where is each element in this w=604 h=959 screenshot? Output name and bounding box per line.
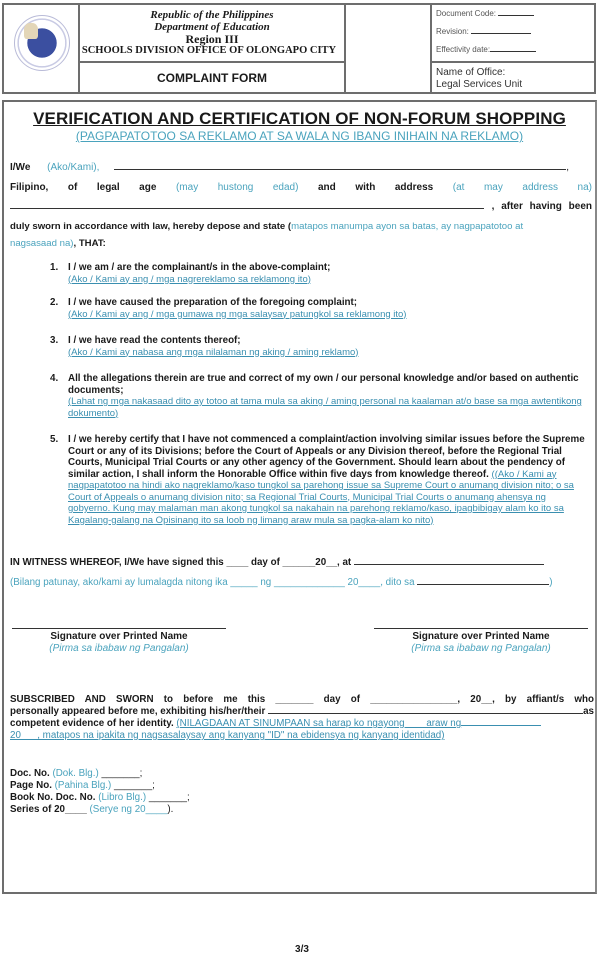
address-line bbox=[10, 201, 592, 213]
form-header bbox=[2, 3, 596, 94]
notarial-field[interactable]: _______; bbox=[148, 792, 190, 803]
jurat-line-4 bbox=[10, 730, 594, 742]
iwe-label: I/We bbox=[10, 162, 31, 173]
sworn-text: duly sworn in accordance with law, hereby depose and state ( bbox=[10, 221, 292, 232]
notarial-tl: (Pahina Blg.) bbox=[54, 780, 112, 791]
document-subtitle: (PAGPAPATOTOO SA REKLAMO AT SA WALA NG IBANG INIHAIN NA REKLAMO) bbox=[75, 129, 524, 143]
identity-field[interactable] bbox=[268, 713, 583, 714]
iwe-tl: (Ako/Kami), bbox=[47, 162, 100, 173]
office-value: Legal Services Unit bbox=[436, 79, 523, 90]
list-item bbox=[50, 373, 590, 419]
item-tl: (Lahat ng mga nakasaad dito ay totoo at tama mula sa aking / aming personal na kaalaman at/o base sa mga awtentikong dokumento) bbox=[68, 396, 582, 419]
list-item bbox=[50, 335, 590, 358]
signature-tl: (Pirma sa ibabaw ng Pangalan) bbox=[49, 643, 189, 654]
iwe-line: I/We (Ako/Kami), , bbox=[10, 162, 569, 173]
jurat-line-3 bbox=[10, 718, 594, 730]
notarial-book-no bbox=[10, 792, 190, 804]
witness-tl-end: ) bbox=[549, 577, 553, 588]
notarial-label: Book No. Doc. No. bbox=[10, 792, 96, 803]
item-number: 2. bbox=[50, 297, 59, 308]
item-number: 1. bbox=[50, 262, 59, 273]
name-field[interactable] bbox=[114, 169, 566, 170]
item-number: 5. bbox=[50, 434, 59, 445]
item-tl: ((Ako / Kami ay nagpapatotoo na hindi ako nagreklamo/kaso tungkol sa parehong issue sa Supreme Court o anumang division nito; o sa Court of Appeals o anumang division nito; sa Regional Trial Courts, Municipal Trial Courts o anumang ahensya ng gobyerno. Kung may malaman man akong tungkol sa nakahain na parehong reklamo/kaso, ipagbibigay alam ko ito sa Kagalang-galang na Opisinang ito sa loob ng limang araw mula sa pagka-alam ko nito) bbox=[68, 468, 574, 526]
jurat-line-2 bbox=[10, 706, 594, 718]
witness-line bbox=[10, 557, 590, 569]
notarial-tl: (Dok. Blg.) bbox=[52, 768, 99, 779]
document-code-field[interactable] bbox=[498, 15, 534, 16]
address-tl: (at may address na) bbox=[452, 182, 592, 193]
region-label: Region III bbox=[185, 32, 239, 46]
deped-seal-icon bbox=[14, 15, 70, 71]
witness-tl-place-field[interactable] bbox=[417, 584, 549, 585]
that-tl: nagsasaad na) bbox=[10, 238, 74, 249]
after-having-text: , after having been bbox=[491, 201, 592, 212]
jurat-as-text: as bbox=[583, 706, 594, 717]
document-info-cell bbox=[432, 5, 594, 92]
notarial-tl: (Libro Blg.) bbox=[98, 792, 147, 803]
witness-text: IN WITNESS WHEREOF, I/We have signed this ____ day of ______20__, at bbox=[10, 557, 352, 568]
witness-tl: (Bilang patunay, ako/kami ay lumalagda nitong ika _____ ng _____________ 20____, dito sa bbox=[10, 577, 415, 588]
item-tl: (Ako / Kami ay nabasa ang mga nilalaman ng aking / aming reklamo) bbox=[68, 346, 359, 358]
notarial-series bbox=[10, 804, 173, 816]
list-item bbox=[50, 297, 590, 320]
revision-field[interactable] bbox=[471, 33, 531, 34]
item-tl: (Ako / Kami ay ang / mga nagrereklamo sa reklamong ito) bbox=[68, 273, 311, 285]
sworn-line bbox=[10, 221, 594, 233]
list-item bbox=[50, 434, 590, 526]
signature-block-right bbox=[374, 628, 588, 655]
item-text: I / we am / are the complainant/s in the above-complaint; bbox=[68, 262, 331, 273]
item-number: 4. bbox=[50, 373, 59, 384]
that-line bbox=[10, 238, 106, 250]
effectivity-label: Effectivity date: bbox=[436, 45, 491, 54]
legal-age-text: Filipino, of legal age bbox=[10, 182, 157, 193]
notarial-field[interactable]: _______; bbox=[114, 780, 155, 791]
signature-line[interactable] bbox=[12, 628, 226, 629]
witness-place-field[interactable] bbox=[354, 564, 544, 565]
logo-cell bbox=[4, 5, 80, 92]
division-label: SCHOOLS DIVISION OFFICE OF OLONGAPO CITY bbox=[81, 45, 337, 56]
item-text: I / we have caused the preparation of the foregoing complaint; bbox=[68, 297, 358, 308]
document-title: VERIFICATION AND CERTIFICATION OF NON-FORUM SHOPPING bbox=[33, 109, 566, 128]
item-text: I / we have read the contents thereof; bbox=[68, 335, 241, 346]
that-text: , THAT: bbox=[73, 238, 106, 249]
witness-tl-line bbox=[10, 577, 594, 589]
item-text: I / we hereby certify that I have not commenced a complaint/action involving similar issues before the Supreme Court or any of its Divisions; before the Court of Appeals or any Division thereof, before the Regional Trial Courts, Municipal Trial Courts or any other agency of the Government. Should learn about the pendency of similar action, I shall inform the Honorable Office within five days from knowledge thereof. bbox=[68, 434, 585, 480]
item-tl: (Ako / Kami ay ang / mga gumawa ng mga salaysay patungkol sa reklamong ito) bbox=[68, 308, 407, 320]
republic-label: Republic of the Philippines bbox=[150, 9, 274, 21]
effectivity-field[interactable] bbox=[490, 51, 536, 52]
notarial-tl: (Serye ng 20____ bbox=[89, 804, 168, 815]
filipino-line bbox=[10, 182, 592, 194]
notarial-field[interactable]: _______; bbox=[101, 768, 143, 779]
blank-cell bbox=[346, 5, 432, 92]
sworn-tl: matapos manumpa ayon sa batas, ay nagpapatotoo at bbox=[291, 221, 524, 232]
revision-label: Revision: bbox=[436, 27, 469, 36]
address-field[interactable] bbox=[10, 208, 484, 209]
seal-figure-icon bbox=[24, 23, 38, 39]
notarial-label: Page No. bbox=[10, 780, 52, 791]
form-title: COMPLAINT FORM bbox=[157, 70, 267, 85]
jurat-line-1: SUBSCRIBED AND SWORN to before me this _______ day of ________________, 20__, by affiant/s who bbox=[10, 694, 594, 705]
list-item bbox=[50, 262, 590, 285]
notarial-label: Doc. No. bbox=[10, 768, 50, 779]
notarial-end: ). bbox=[167, 804, 174, 815]
jurat-exhibiting-text: personally appeared before me, exhibiting his/her/their bbox=[10, 706, 266, 717]
signature-tl: (Pirma sa ibabaw ng Pangalan) bbox=[411, 643, 551, 654]
jurat-tl-1: (NILAGDAAN AT SINUMPAAN sa harap ko ngayong araw ng bbox=[176, 718, 462, 729]
address-text: and with address bbox=[318, 182, 434, 193]
office-label: Name of Office: bbox=[436, 67, 506, 78]
document-code-label: Document Code: bbox=[436, 9, 497, 18]
title-cell bbox=[80, 5, 346, 92]
item-number: 3. bbox=[50, 335, 59, 346]
signature-block-left bbox=[12, 628, 226, 655]
department-label: Department of Education bbox=[154, 21, 270, 33]
signature-label: Signature over Printed Name bbox=[412, 631, 550, 642]
notarial-page-no bbox=[10, 780, 155, 792]
document-body bbox=[2, 100, 597, 894]
notarial-label: Series of 20____ bbox=[10, 804, 87, 815]
legal-age-tl: (may hustong edad) bbox=[175, 182, 299, 193]
jurat-tl-2: 20 , matapos na ipakita ng nagsasalaysay ang kanyang "ID" na ebidensya ng kanyang identidad) bbox=[10, 730, 445, 741]
notarial-doc-no bbox=[10, 768, 142, 780]
item-text: All the allegations therein are true and correct of my own / our personal knowledge and/or based on authentic documents; bbox=[68, 373, 579, 396]
jurat-tl-blank[interactable] bbox=[461, 725, 541, 726]
jurat-competent-text: competent evidence of her identity. bbox=[10, 718, 174, 729]
signature-label: Signature over Printed Name bbox=[50, 631, 188, 642]
signature-line[interactable] bbox=[374, 628, 588, 629]
page-number: 3/3 bbox=[295, 944, 309, 955]
